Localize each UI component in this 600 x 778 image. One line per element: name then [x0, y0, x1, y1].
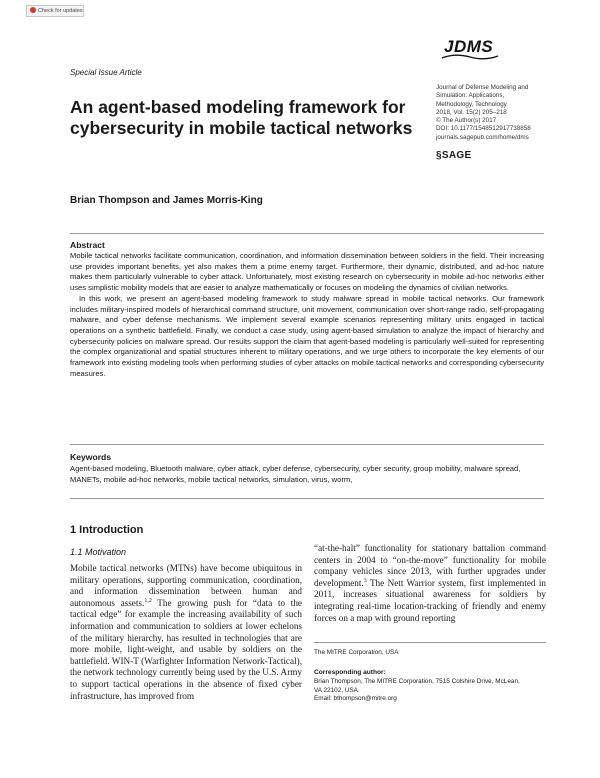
author-affiliation: The MITRE Corporation, USA	[314, 649, 399, 656]
corresponding-author-details	[314, 678, 546, 704]
citation-ref[interactable]: 1,2	[144, 597, 152, 604]
journal-url[interactable]: journals.sagepub.com/home/dms	[436, 133, 529, 141]
updates-label: Check for updates	[38, 8, 83, 14]
footnote-divider	[314, 642, 546, 643]
subsection-heading: 1.1 Motivation	[70, 547, 127, 557]
section-heading: 1 Introduction	[70, 524, 144, 536]
journal-info	[436, 84, 556, 142]
body-column-right	[314, 543, 546, 624]
divider	[70, 233, 544, 234]
abstract-heading: Abstract	[70, 240, 105, 250]
corr-email[interactable]: Email: bthompson@mitre.org	[314, 695, 397, 703]
corr-line: VA 22102, USA.	[314, 686, 360, 694]
body-paragraph: Mobile tactical networks (MTNs) have become ubiquitous in military operations, supporting communication, coordination, and information dissemination between human and autonomous assets.$^{1,2}$ The growing push for “data to the tactical edge” for example the increasing availability of such information and communication to soldiers at lower echelons of the military hierarchy, has resulted in technologies that are more mobile, light-weight, and usable by soldiers on the battlefield. WIN-T (Warfighter Information Network-Tactical), the network technology currently being used by the U.S. Army to support tactical operations in the absence of fixed cyber infrastructure, has improved from	[70, 563, 302, 701]
logo-wave-icon	[440, 53, 500, 61]
journal-info-line: Methodology, Technology	[436, 100, 507, 108]
publisher-logo	[436, 150, 471, 161]
abstract-body	[70, 251, 544, 379]
body-column-left	[70, 563, 302, 702]
check-for-updates-badge[interactable]	[26, 5, 84, 17]
keywords-list: Agent-based modeling, Bluetooth malware, cyber attack, cyber defense, cybersecurity, cyber security, group mobility, malware spread, MANETs, mobile ad-hoc networks, mobile tactical networks, simulation, virus, worm,	[70, 464, 521, 484]
journal-logo: JDMS	[444, 37, 494, 56]
journal-info-line: Simulation: Applications,	[436, 92, 505, 100]
authors: Brian Thompson and James Morris-King	[70, 195, 263, 206]
publisher-name: SAGE	[441, 150, 472, 161]
citation-ref[interactable]: 3	[363, 577, 367, 584]
sage-swirl-icon: §	[436, 150, 442, 161]
journal-doi[interactable]: DOI: 10.1177/1548512917738858	[436, 125, 531, 133]
abstract-paragraph: In this work, we present an agent-based modeling framework to study malware spread in mobile tactical networks. Our framework includes military-inspired models of hierarchical command structure, unit movement, communication over short-range radio, self-propagating malware, and cyber defense mechanisms. We implement several example scenarios representing military units engaged in tactical operations on a synthetic battlefield. Finally, we conduct a case study, using agent-based simulation to analyze the impact of hierarchy and cybersecurity policies on malware spread. Our results support the claim that agent-based modeling is particularly well-suited for representing the complex organizational and spatial structures inherent to military operations, and we urge others to incorporate the key elements of our framework into existing modeling tools when performing studies of cyber attacks on mobile tactical networks and corresponding cybersecurity measures.	[70, 293, 544, 378]
keywords-heading: Keywords	[70, 452, 112, 462]
article-type: Special Issue Article	[70, 68, 142, 77]
journal-info-line: Journal of Defense Modeling and	[436, 84, 529, 91]
journal-info-line: 2018, Vol. 15(2) 205–218	[436, 108, 507, 116]
journal-info-line: © The Author(s) 2017	[436, 117, 497, 125]
article-title: An agent-based modeling framework for cybersecurity in mobile tactical networks	[70, 97, 413, 138]
divider	[70, 444, 544, 445]
corr-line: Brian Thompson, The MITRE Corporation, 7515 Colshire Drive, McLean,	[314, 678, 520, 685]
corresponding-author-heading: Corresponding author:	[314, 669, 386, 676]
divider	[70, 498, 544, 499]
abstract-paragraph: Mobile tactical networks facilitate communication, coordination, and information dissemination between soldiers in the field. Their increasing use provides important benefits, yet also makes them a prime enemy target. Furthermore, their dynamic, distributed, and ad-hoc nature makes them particularly vulnerable to cyber attack. Unfortunately, most existing research on cybersecurity in mobile ad-hoc networks either uses simplistic mobility models that are easier to analyze mathematically or focuses on modeling the dynamics of civilian networks.	[70, 251, 544, 293]
updates-icon	[30, 7, 36, 13]
body-paragraph: “at-the-halt” functionality for stationary battalion command centers in 2004 to “on-the-move” functionality for mobile company vehicles since 2013, with further upgrades under development.$^3$ The Nett Warrior system, first implemented in 2011, increases situational awareness for soldiers by integrating real-time location-tracking of friendly and enemy forces on a map with ground reporting	[314, 543, 546, 623]
